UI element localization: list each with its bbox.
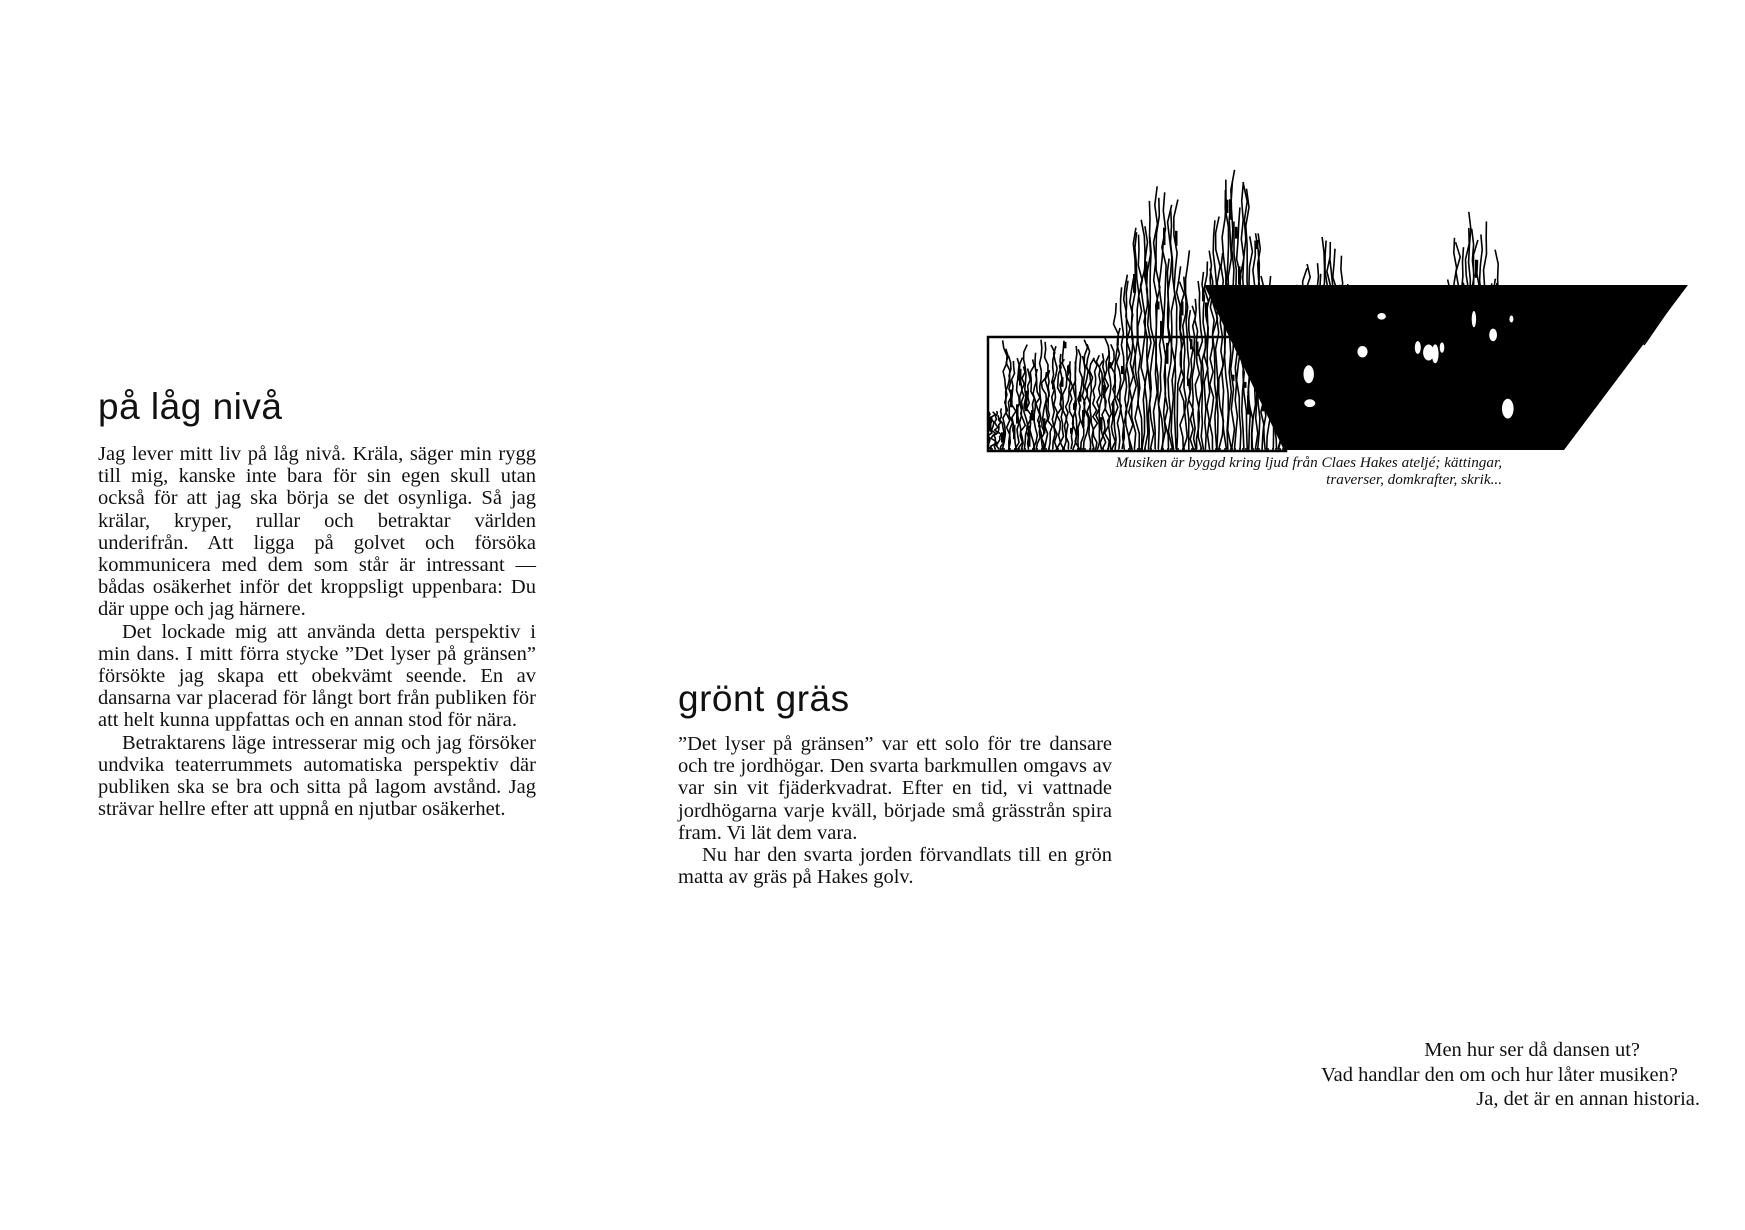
highlight-blob (1377, 313, 1386, 320)
section-heading-gront-gras: grönt gräs (678, 678, 850, 719)
spike-shade (1382, 391, 1385, 410)
highlight-blob (1304, 399, 1315, 407)
highlight-blob (1415, 341, 1421, 354)
spike-shade (1133, 274, 1136, 293)
spike-shade (1427, 417, 1430, 423)
spike-shade (1163, 228, 1166, 245)
spike-shade (1079, 392, 1082, 402)
spike-shade (1364, 399, 1367, 416)
spike-shade (1415, 408, 1418, 422)
text-column-left (98, 443, 536, 820)
spike-shade (1223, 291, 1226, 306)
highlight-blob (1502, 399, 1514, 419)
spike-shade (1418, 405, 1421, 419)
spike-shade (1337, 346, 1340, 361)
spike-shade (1373, 420, 1376, 439)
spike-shade (1412, 378, 1415, 395)
spike-shade (1235, 227, 1238, 239)
highlight-blob (1423, 345, 1434, 361)
spike-shade (1031, 410, 1034, 420)
spike-stroke (1069, 361, 1073, 449)
spike-shade (1157, 301, 1160, 309)
spike-shade (1469, 331, 1472, 342)
spike-shade (1016, 404, 1019, 423)
spike-shade (1232, 375, 1235, 382)
spike-shade (1082, 410, 1085, 427)
closing-line: Ja, det är en annan historia. (1476, 1088, 1700, 1110)
spike-shade (1352, 351, 1355, 365)
spike-shade (1064, 342, 1067, 348)
spike-shade (1340, 363, 1343, 375)
spike-shade (1259, 340, 1262, 352)
highlight-blob (1509, 316, 1513, 323)
closing-line: Vad handlar den om och hur låter musiken? (1321, 1063, 1678, 1086)
spike-shade (1496, 283, 1499, 301)
spike-shade (1430, 381, 1433, 400)
illustration-art (988, 170, 1688, 451)
paragraph: ”Det lyser på gränsen” var ett solo för tre dansare och tre jordhögar. Den svarta barkmullen omgavs av var sin vit fjäderkvadrat. Efter en tid, vi vattnade jordhögarna varje kväll, började små grässtrån spira fram. Vi lät dem vara. (678, 733, 1112, 844)
highlight-blob (1472, 311, 1476, 327)
spike-shade (1256, 240, 1259, 249)
spike-shade (1061, 377, 1064, 387)
spike-shade (1439, 390, 1442, 409)
spike-stroke (1216, 217, 1221, 450)
spike-shade (1349, 383, 1352, 396)
spike-shade (1316, 295, 1319, 306)
spike-stroke (1126, 281, 1131, 449)
paragraph: Jag lever mitt liv på låg nivå. Kräla, säger min rygg till mig, kanske inte bara för sin egen skull utan också för att jag ska börja se det osynliga. Så jag krälar, kryper, rullar och betraktar världen underifrån. Att ligga på golvet och försöka kommunicera med dem som står är intressant — bådas osäkerhet inför det kroppsligt uppenbara: Du där uppe och jag härnere. (98, 443, 536, 621)
highlight-blob (1304, 365, 1314, 383)
spike-shade (1226, 200, 1229, 213)
spike-shade (1313, 299, 1316, 309)
paragraph: Det lockade mig att använda detta perspektiv i min dans. I mitt förra stycke ”Det lyser på gränsen” försökte jag skapa ett obekvämt seende. En av dansarna var placerad för långt bort från publiken för att helt kunna uppfattas och en annan stod för nära. (98, 620, 536, 732)
text-column-middle (678, 733, 1112, 888)
highlight-blob (1440, 342, 1445, 352)
paragraph: Nu har den svarta jorden förvandlats till en grön matta av gräs på Hakes golv. (678, 844, 1112, 889)
spike-shade (1175, 231, 1178, 246)
spike-shade (1100, 417, 1103, 430)
figure-caption: Musiken är byggd kring ljud från Claes Hakes ateljé; kättingar, traverser, domkrafter, skrik... (1115, 454, 1502, 488)
highlight-blob (1357, 346, 1367, 357)
spike-shade (1013, 425, 1016, 440)
spike-shade (1190, 339, 1193, 349)
spike-shade (1424, 404, 1427, 423)
spike-stroke (1030, 359, 1034, 449)
spike-shade (1187, 379, 1190, 386)
spike-shade (1121, 366, 1124, 374)
spike-shade (1478, 388, 1481, 402)
spike-shade (1001, 432, 1004, 442)
spike-shade (1370, 354, 1373, 375)
spike-shade (1181, 302, 1184, 316)
highlight-blob (1489, 329, 1497, 342)
spike-stroke (1138, 235, 1142, 449)
paragraph: Betraktarens läge intresserar mig och jag försöker undvika teaterrummets automatiska perspektiv där publiken ska se bra och sitta på lagom avstånd. Jag strävar hellre efter att uppnå en njutbar osäkerhet. (98, 731, 536, 821)
spike-shade (1244, 382, 1247, 388)
spike-shade (1070, 428, 1073, 434)
spike-shade (1166, 343, 1169, 364)
sound-landscape-illustration (984, 165, 1696, 465)
spike-shade (1250, 347, 1253, 354)
spike-shade (1391, 425, 1394, 445)
spike-shade (1019, 369, 1022, 386)
spike-shade (1298, 373, 1301, 381)
section-heading-pa-lag-niva: på låg nivå (98, 386, 283, 427)
spike-shade (1295, 356, 1298, 367)
spike-shade (1481, 333, 1484, 352)
closing-text (1200, 1038, 1700, 1112)
closing-line: Men hur ser då dansen ut? (1424, 1039, 1640, 1061)
spike-shade (1379, 420, 1382, 432)
